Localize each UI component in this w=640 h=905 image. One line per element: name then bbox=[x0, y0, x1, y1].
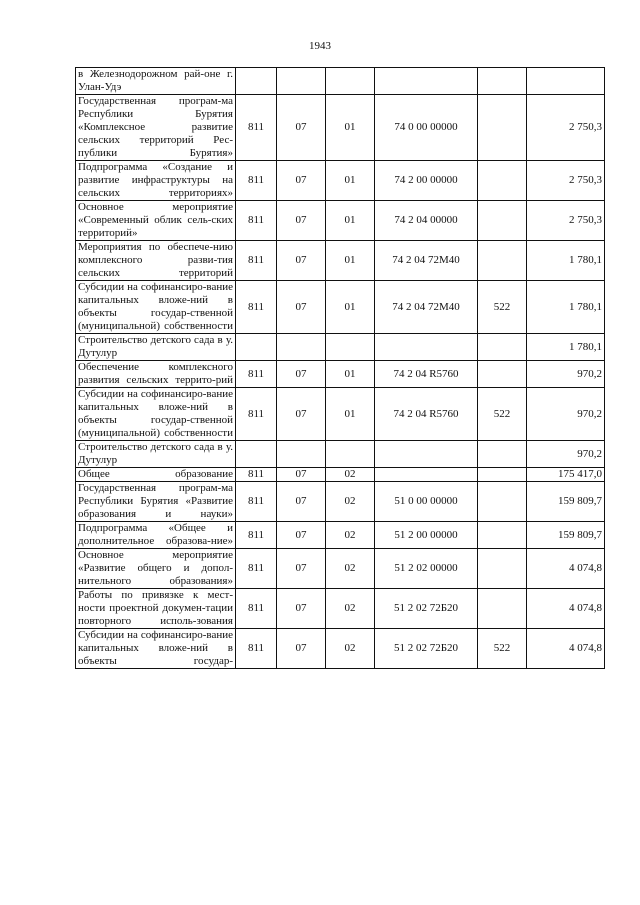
amount-cell: 159 809,7 bbox=[527, 522, 605, 549]
subsection-code-cell: 01 bbox=[326, 361, 375, 388]
ved-code-cell: 811 bbox=[236, 522, 277, 549]
ved-code-cell: 811 bbox=[236, 549, 277, 589]
row-name-cell: Общее образование bbox=[76, 468, 236, 482]
table-row bbox=[76, 522, 605, 549]
amount-cell: 2 750,3 bbox=[527, 201, 605, 241]
section-code-cell: 07 bbox=[277, 482, 326, 522]
row-name-cell: Строительство детского сада в у. Дутулур bbox=[76, 334, 236, 361]
expense-type-cell: 522 bbox=[478, 388, 527, 441]
expense-type-cell: 522 bbox=[478, 281, 527, 334]
amount-cell bbox=[527, 68, 605, 95]
row-name-cell: Работы по привязке к мест-ности проектной докумен-тации повторного исполь-зования bbox=[76, 589, 236, 629]
target-article-cell: 74 2 04 R5760 bbox=[375, 361, 478, 388]
ved-code-cell bbox=[236, 68, 277, 95]
subsection-code-cell: 02 bbox=[326, 549, 375, 589]
row-name-cell: Государственная програм-ма Республики Бурятия «Развитие образования и науки» bbox=[76, 482, 236, 522]
expense-type-cell bbox=[478, 361, 527, 388]
amount-cell: 2 750,3 bbox=[527, 161, 605, 201]
section-code-cell: 07 bbox=[277, 388, 326, 441]
section-code-cell: 07 bbox=[277, 161, 326, 201]
section-code-cell: 07 bbox=[277, 281, 326, 334]
budget-table-body bbox=[76, 68, 605, 669]
subsection-code-cell: 02 bbox=[326, 522, 375, 549]
section-code-cell: 07 bbox=[277, 468, 326, 482]
row-name-cell: Подпрограмма «Общее и дополнительное образова-ние» bbox=[76, 522, 236, 549]
expense-type-cell bbox=[478, 468, 527, 482]
section-code-cell bbox=[277, 334, 326, 361]
row-name-cell: Основное мероприятие «Современный облик сель-ских территорий» bbox=[76, 201, 236, 241]
ved-code-cell: 811 bbox=[236, 468, 277, 482]
table-row bbox=[76, 241, 605, 281]
expense-type-cell bbox=[478, 482, 527, 522]
ved-code-cell bbox=[236, 334, 277, 361]
row-name-cell: Государственная програм-ма Республики Бурятия «Комплексное развитие сельских территорий Рес-публики Бурятия» bbox=[76, 95, 236, 161]
amount-cell: 1 780,1 bbox=[527, 334, 605, 361]
table-row bbox=[76, 589, 605, 629]
table-row bbox=[76, 629, 605, 669]
ved-code-cell bbox=[236, 441, 277, 468]
ved-code-cell: 811 bbox=[236, 95, 277, 161]
page-number: 1943 bbox=[309, 40, 331, 52]
ved-code-cell: 811 bbox=[236, 361, 277, 388]
table-row bbox=[76, 201, 605, 241]
ved-code-cell: 811 bbox=[236, 388, 277, 441]
row-name-cell: Субсидии на софинансиро-вание капитальных вложе-ний в объекты государ-ственной (муниципальной) собственности bbox=[76, 388, 236, 441]
target-article-cell bbox=[375, 468, 478, 482]
section-code-cell: 07 bbox=[277, 201, 326, 241]
amount-cell: 175 417,0 bbox=[527, 468, 605, 482]
row-name-cell: Обеспечение комплексного развития сельских террито-рий bbox=[76, 361, 236, 388]
subsection-code-cell: 02 bbox=[326, 629, 375, 669]
table-row bbox=[76, 441, 605, 468]
section-code-cell bbox=[277, 441, 326, 468]
amount-cell: 1 780,1 bbox=[527, 281, 605, 334]
ved-code-cell: 811 bbox=[236, 281, 277, 334]
subsection-code-cell: 01 bbox=[326, 281, 375, 334]
ved-code-cell: 811 bbox=[236, 161, 277, 201]
section-code-cell: 07 bbox=[277, 629, 326, 669]
expense-type-cell bbox=[478, 95, 527, 161]
amount-cell: 970,2 bbox=[527, 441, 605, 468]
subsection-code-cell bbox=[326, 68, 375, 95]
target-article-cell bbox=[375, 441, 478, 468]
subsection-code-cell: 01 bbox=[326, 201, 375, 241]
subsection-code-cell bbox=[326, 441, 375, 468]
expense-type-cell bbox=[478, 161, 527, 201]
expense-type-cell bbox=[478, 589, 527, 629]
expense-type-cell bbox=[478, 441, 527, 468]
target-article-cell: 51 2 02 72Б20 bbox=[375, 589, 478, 629]
expense-type-cell bbox=[478, 241, 527, 281]
row-name-cell: Основное мероприятие «Развитие общего и допол-нительного образования» bbox=[76, 549, 236, 589]
target-article-cell: 74 2 04 72М40 bbox=[375, 281, 478, 334]
table-row bbox=[76, 281, 605, 334]
table-row bbox=[76, 68, 605, 95]
ved-code-cell: 811 bbox=[236, 589, 277, 629]
budget-table bbox=[75, 67, 605, 669]
amount-cell: 2 750,3 bbox=[527, 95, 605, 161]
subsection-code-cell: 01 bbox=[326, 161, 375, 201]
amount-cell: 159 809,7 bbox=[527, 482, 605, 522]
table-row bbox=[76, 549, 605, 589]
target-article-cell: 74 2 04 00000 bbox=[375, 201, 478, 241]
table-row bbox=[76, 161, 605, 201]
section-code-cell: 07 bbox=[277, 549, 326, 589]
target-article-cell: 51 2 00 00000 bbox=[375, 522, 478, 549]
ved-code-cell: 811 bbox=[236, 629, 277, 669]
table-row bbox=[76, 388, 605, 441]
expense-type-cell bbox=[478, 68, 527, 95]
table-row bbox=[76, 95, 605, 161]
target-article-cell: 74 2 04 72М40 bbox=[375, 241, 478, 281]
row-name-cell: Подпрограмма «Создание и развитие инфраструктуры на сельских территориях» bbox=[76, 161, 236, 201]
table-row bbox=[76, 482, 605, 522]
amount-cell: 4 074,8 bbox=[527, 549, 605, 589]
section-code-cell: 07 bbox=[277, 589, 326, 629]
target-article-cell: 51 0 00 00000 bbox=[375, 482, 478, 522]
row-name-cell: в Железнодорожном рай-оне г. Улан-Удэ bbox=[76, 68, 236, 95]
ved-code-cell: 811 bbox=[236, 482, 277, 522]
expense-type-cell bbox=[478, 201, 527, 241]
table-row bbox=[76, 468, 605, 482]
target-article-cell: 51 2 02 00000 bbox=[375, 549, 478, 589]
expense-type-cell bbox=[478, 522, 527, 549]
subsection-code-cell: 02 bbox=[326, 482, 375, 522]
table-row bbox=[76, 361, 605, 388]
amount-cell: 970,2 bbox=[527, 361, 605, 388]
row-name-cell: Субсидии на софинансиро-вание капитальных вложе-ний в объекты государ- bbox=[76, 629, 236, 669]
section-code-cell: 07 bbox=[277, 241, 326, 281]
target-article-cell bbox=[375, 68, 478, 95]
target-article-cell: 51 2 02 72Б20 bbox=[375, 629, 478, 669]
amount-cell: 970,2 bbox=[527, 388, 605, 441]
row-name-cell: Строительство детского сада в у. Дутулур bbox=[76, 441, 236, 468]
amount-cell: 4 074,8 bbox=[527, 629, 605, 669]
section-code-cell: 07 bbox=[277, 361, 326, 388]
table-row bbox=[76, 334, 605, 361]
subsection-code-cell: 02 bbox=[326, 589, 375, 629]
amount-cell: 4 074,8 bbox=[527, 589, 605, 629]
expense-type-cell: 522 bbox=[478, 629, 527, 669]
expense-type-cell bbox=[478, 549, 527, 589]
subsection-code-cell: 01 bbox=[326, 95, 375, 161]
section-code-cell: 07 bbox=[277, 522, 326, 549]
target-article-cell: 74 2 04 R5760 bbox=[375, 388, 478, 441]
row-name-cell: Мероприятия по обеспече-нию комплексного разви-тия сельских территорий bbox=[76, 241, 236, 281]
amount-cell: 1 780,1 bbox=[527, 241, 605, 281]
expense-type-cell bbox=[478, 334, 527, 361]
ved-code-cell: 811 bbox=[236, 201, 277, 241]
subsection-code-cell: 01 bbox=[326, 241, 375, 281]
section-code-cell: 07 bbox=[277, 95, 326, 161]
subsection-code-cell: 01 bbox=[326, 388, 375, 441]
row-name-cell: Субсидии на софинансиро-вание капитальных вложе-ний в объекты государ-ственной (муниципальной) собственности bbox=[76, 281, 236, 334]
subsection-code-cell: 02 bbox=[326, 468, 375, 482]
section-code-cell bbox=[277, 68, 326, 95]
target-article-cell bbox=[375, 334, 478, 361]
target-article-cell: 74 0 00 00000 bbox=[375, 95, 478, 161]
subsection-code-cell bbox=[326, 334, 375, 361]
ved-code-cell: 811 bbox=[236, 241, 277, 281]
target-article-cell: 74 2 00 00000 bbox=[375, 161, 478, 201]
